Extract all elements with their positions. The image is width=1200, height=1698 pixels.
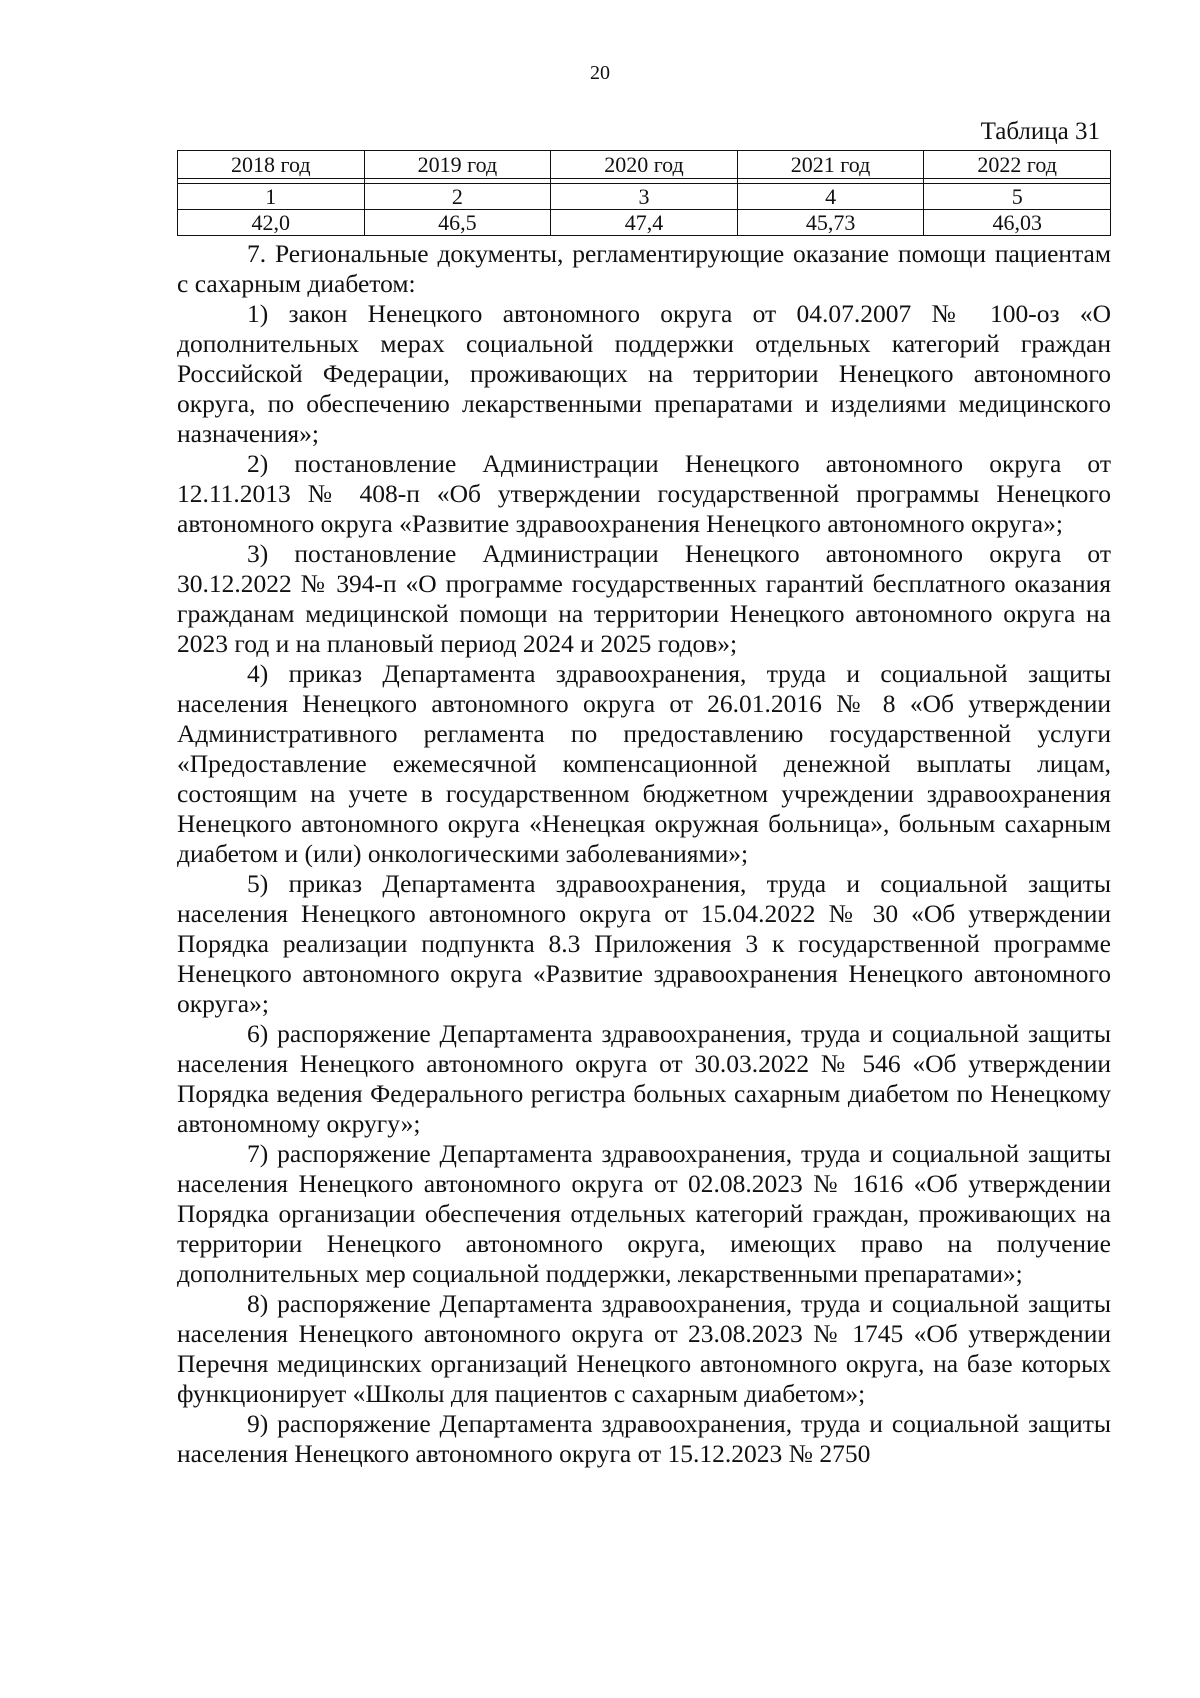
table-column-number-cell: 4 — [737, 184, 924, 210]
table-header-cell: 2020 год — [551, 151, 738, 179]
paragraph-section-7: 7. Региональные документы, регламентирующие оказание помощи пациентам с сахарным диабетом: — [177, 239, 1111, 298]
table-header-row — [178, 151, 1111, 179]
table-value-cell: 45,73 — [737, 210, 924, 236]
table-column-number-cell: 5 — [924, 184, 1111, 210]
page-number: 20 — [590, 62, 610, 84]
table-value-cell: 47,4 — [551, 210, 738, 236]
table-value-row — [178, 210, 1111, 236]
paragraph-item-8: 8) распоряжение Департамента здравоохранения, труда и социальной защиты населения Ненецкого автономного округа от 23.08.2023 № 1745 «Об утверждении Перечня медицинских организаций Ненецкого автономного округа, на базе которых функционирует «Школы для пациентов с сахарным диабетом»; — [177, 1289, 1111, 1408]
table-value-cell: 42,0 — [178, 210, 365, 236]
paragraph-item-9: 9) распоряжение Департамента здравоохранения, труда и социальной защиты населения Ненецкого автономного округа от 15.12.2023 № 2750 — [177, 1409, 1111, 1468]
paragraph-item-5: 5) приказ Департамента здравоохранения, труда и социальной защиты населения Ненецкого автономного округа от 15.04.2022 № 30 «Об утверждении Порядка реализации подпункта 8.3 Приложения 3 к государственной программе Ненецкого автономного округа «Развитие здравоохранения Ненецкого автономного округа»; — [177, 869, 1111, 1018]
table-header-cell: 2019 год — [364, 151, 551, 179]
paragraph-item-6: 6) распоряжение Департамента здравоохранения, труда и социальной защиты населения Ненецкого автономного округа от 30.03.2022 № 546 «Об утверждении Порядка ведения Федерального регистра больных сахарным диабетом по Ненецкому автономному округу»; — [177, 1019, 1111, 1138]
table-column-number-cell: 3 — [551, 184, 738, 210]
paragraph-item-7: 7) распоряжение Департамента здравоохранения, труда и социальной защиты населения Ненецкого автономного округа от 02.08.2023 № 1616 «Об утверждении Порядка организации обеспечения отдельных категорий граждан, проживающих на территории Ненецкого автономного округа, имеющих право на получение дополнительных мер социальной поддержки, лекарственными препаратами»; — [177, 1139, 1111, 1288]
table-value-cell: 46,03 — [924, 210, 1111, 236]
paragraph-item-4: 4) приказ Департамента здравоохранения, труда и социальной защиты населения Ненецкого автономного округа от 26.01.2016 № 8 «Об утверждении Административного регламента по предоставлению государственной услуги «Предоставление ежемесячной компенсационной денежной выплаты лицам, состоящим на учете в государственном бюджетном учреждении здравоохранения Ненецкого автономного округа «Ненецкая окружная больница», больным сахарным диабетом и (или) онкологическими заболеваниями»; — [177, 659, 1111, 868]
paragraph-item-2: 2) постановление Администрации Ненецкого автономного округа от 12.11.2013 № 408-п «Об утверждении государственной программы Ненецкого автономного округа «Развитие здравоохранения Ненецкого автономного округа»; — [177, 449, 1111, 538]
table-column-number-row — [178, 184, 1111, 210]
paragraph-item-1: 1) закон Ненецкого автономного округа от 04.07.2007 № 100-оз «О дополнительных мерах социальной поддержки отдельных категорий граждан Российской Федерации, проживающих на территории Ненецкого автономного округа, по обеспечению лекарственными препаратами и изделиями медицинского назначения»; — [177, 299, 1111, 448]
table-header-cell: 2018 год — [178, 151, 365, 179]
table-header-cell: 2022 год — [924, 151, 1111, 179]
table-column-number-cell: 2 — [364, 184, 551, 210]
paragraph-item-3: 3) постановление Администрации Ненецкого автономного округа от 30.12.2022 № 394-п «О программе государственных гарантий бесплатного оказания гражданам медицинской помощи на территории Ненецкого автономного округа на 2023 год и на плановый период 2024 и 2025 годов»; — [177, 539, 1111, 658]
table-caption: Таблица 31 — [980, 118, 1100, 145]
table-column-number-cell: 1 — [178, 184, 365, 210]
document-body — [177, 239, 1111, 1469]
table-value-cell: 46,5 — [364, 210, 551, 236]
table-header-cell: 2021 год — [737, 151, 924, 179]
data-table — [177, 150, 1111, 236]
